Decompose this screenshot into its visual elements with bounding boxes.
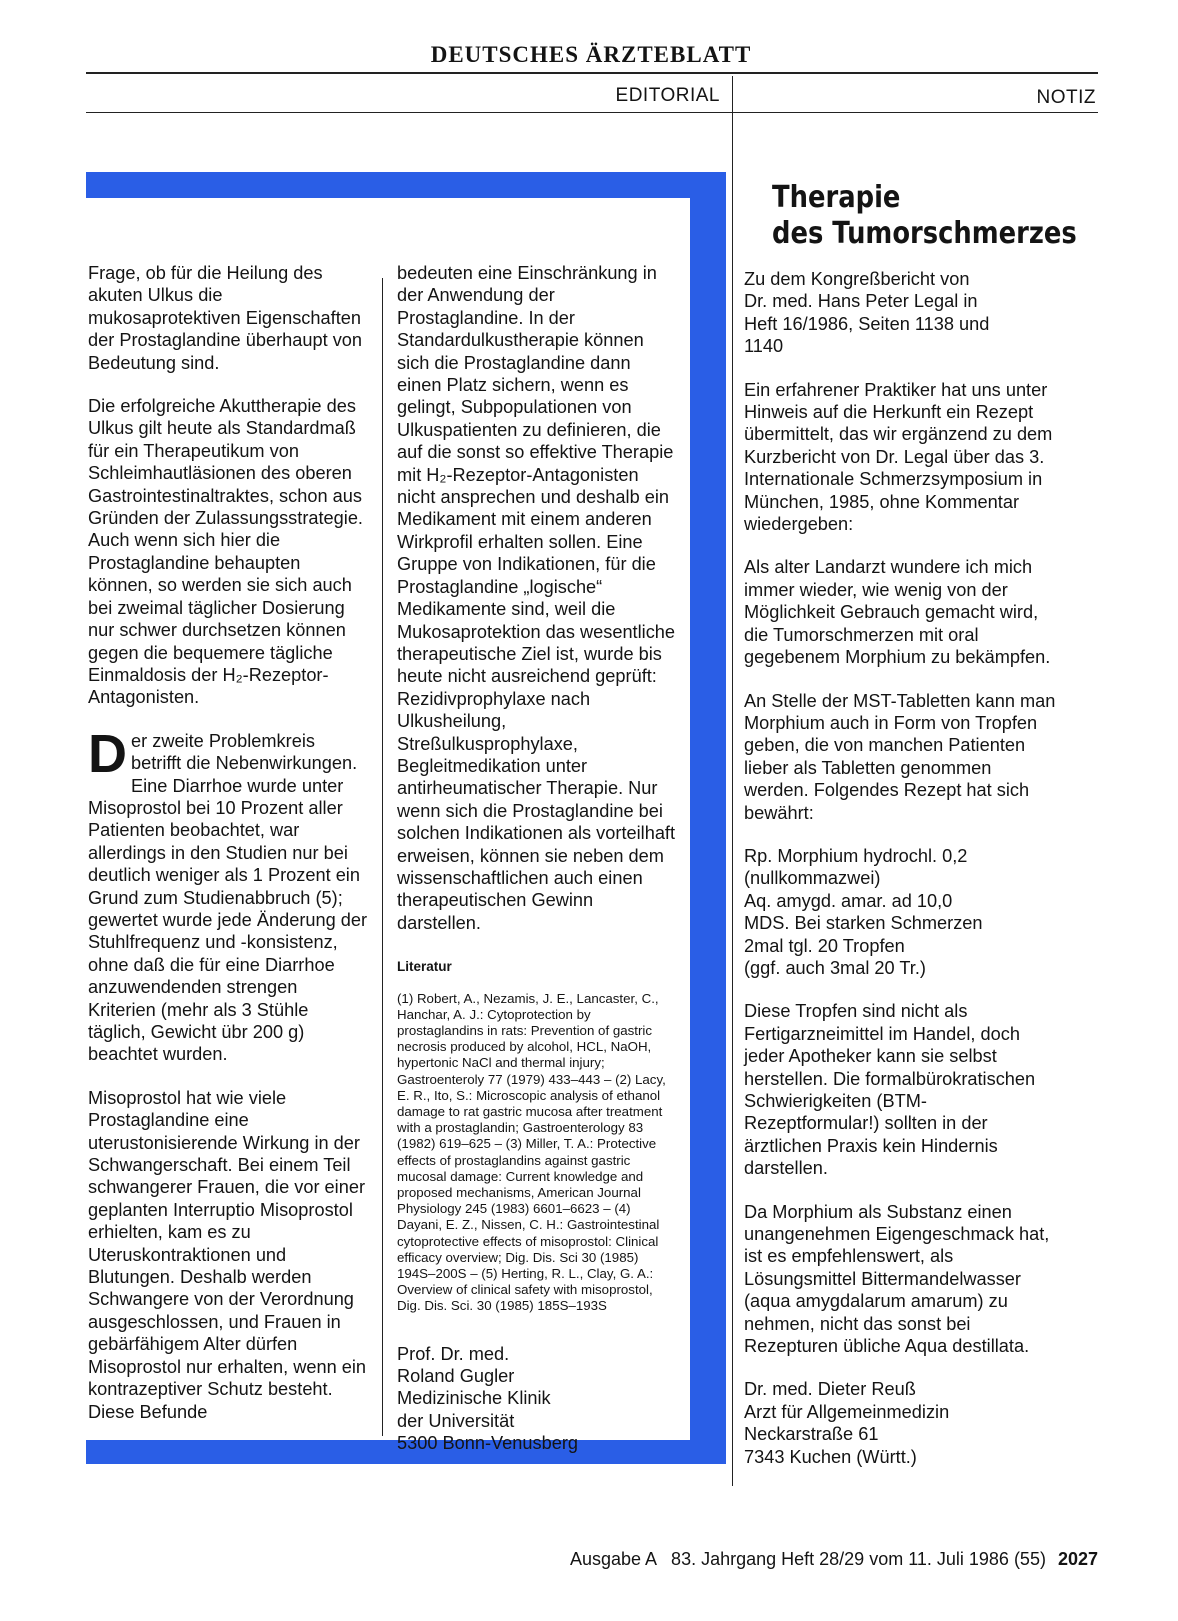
recipe-line: 2mal tgl. 20 Tropfen bbox=[744, 935, 905, 956]
paragraph: Da Morphium als Substanz einen unangenehmen Eigengeschmack hat, ist es empfehlenswert, als Lösungsmittel Bittermandelwasser (aqua amygdalarum amarum) zu nehmen, nicht das sonst bei Rezepturen übliche Aqua destillata. bbox=[744, 1201, 1050, 1357]
paragraph: An Stelle der MST-Tabletten kann man Morphium auch in Form von Tropfen geben, die von manchen Patienten lieber als Tabletten genommen werden. Folgendes Rezept hat sich bewährt: bbox=[744, 690, 1056, 823]
notiz-title bbox=[772, 180, 1077, 252]
author-block-editorial bbox=[397, 1343, 679, 1455]
author-line: Medizinische Klinik bbox=[397, 1388, 551, 1409]
paragraph-text: er zweite Problemkreis betrifft die Nebenwirkungen. Eine Diarrhoe wurde unter Misoprostol bei 10 Prozent aller Patienten beobachtet, war allerdings in den Studien nur bei deutlich weniger als 1 Prozent ein Grund zum Studienabbruch (5); gewertet wurde jede Änderung der Stuhlfrequenz und -konsistenz, ohne daß die für eine Diarrhoe anzuwendenden strengen Kriterien (mehr als 3 Stühle täglich, Gewicht übr 200 g) beachtet wurden. bbox=[88, 730, 368, 1065]
author-line: der Universität bbox=[397, 1410, 515, 1431]
paragraph: Misoprostol hat wie viele Prostaglandine eine uterustonisierende Wirkung in der Schwangerschaft. Bei einem Teil schwangerer Frauen, die vor einer geplanten Interruptio Misoprostol erhielten, kam es zu Uteruskontraktionen und Blutungen. Deshalb werden Schwangere von der Verordnung ausgeschlossen, und Frauen in gebärfähigem Alter dürfen Misoprostol nur erhalten, wenn ein kontrazeptiver Schutz besteht. Diese Befunde bbox=[88, 1087, 367, 1422]
author-line: Neckarstraße 61 bbox=[744, 1424, 879, 1445]
section-rule bbox=[86, 112, 1098, 113]
column-divider-editorial bbox=[382, 278, 383, 1436]
blue-band-top bbox=[86, 172, 726, 198]
drop-cap: D bbox=[88, 723, 127, 784]
recipe-line: MDS. Bei starken Schmerzen bbox=[744, 913, 983, 934]
blue-band-right bbox=[690, 172, 726, 1464]
recipe-line: Aq. amygd. amar. ad 10,0 bbox=[744, 890, 953, 911]
recipe-line: (ggf. auch 3mal 20 Tr.) bbox=[744, 957, 926, 978]
paragraph: Zu dem Kongreßbericht von Dr. med. Hans Peter Legal in Heft 16/1986, Seiten 1138 und 1140 bbox=[744, 269, 990, 357]
paragraph: Diese Tropfen sind nicht als Fertigarzneimittel im Handel, doch jeder Apotheker kann sie selbst herstellen. Die formalbürokratischen Schwierigkeiten (BTM-Rezeptformular!) sollten in der ärztlichen Praxis kein Hindernis darstellen. bbox=[744, 1001, 1036, 1179]
section-label-notiz: NOTIZ bbox=[1036, 87, 1096, 108]
author-line: 5300 Bonn-Venusberg bbox=[397, 1433, 579, 1454]
author-block-notiz bbox=[744, 1378, 1056, 1468]
literature-list: (1) Robert, A., Nezamis, J. E., Lancaster, C., Hanchar, A. J.: Cytoprotection by prostaglandins in rats: Prevention of gastric necrosis produced by alcohol, HCL, NaOH, hypertonic NaCl and thermal injury; Gastroenteroly 77 (1979) 433–443 – (2) Lacy, E. R., Ito, S.: Microscopic analysis of ethanol damage to rat gastric mucosa after treatment with a prostaglandin; Gastroenterology 83 (1982) 619–625 – (3) Miller, T. A.: Protective effects of prostaglandins against gastric mucosal damage: Current knowledge and proposed mechanisms, American Journal Physiology 245 (1983) 6601–6623 – (4) Dayani, E. Z., Nissen, C. H.: Gastrointestinal cytoprotective effects of misoprostol: Clinical efficacy overview; Dig. Dis. Sci 30 (1985) 194S–200S – (5) Herting, R. L., Clay, G. A.: Overview of clinical safety with misoprostol, Dig. Dis. Sci. 30 (1985) 185S–193S bbox=[397, 990, 666, 1314]
page-number: 2027 bbox=[1057, 1549, 1098, 1569]
title-line: des Tumorschmerzes bbox=[772, 216, 1077, 251]
recipe-line: Rp. Morphium hydrochl. 0,2 bbox=[744, 845, 968, 866]
notiz-column bbox=[744, 268, 1056, 1468]
author-line: Roland Gugler bbox=[397, 1366, 515, 1387]
recipe-line: (nullkommazwei) bbox=[744, 868, 881, 889]
masthead-rule bbox=[86, 72, 1098, 74]
paragraph: Ein erfahrener Praktiker hat uns unter Hinweis auf die Herkunft ein Rezept übermittelt, das wir ergänzend zu dem Kurzbericht von Dr. Legal über das 3. Internationale Schmerzsymposium in München, 1985, ohne Kommentar wiedergeben: bbox=[744, 379, 1053, 535]
author-line: Arzt für Allgemeinmedizin bbox=[744, 1401, 950, 1422]
paragraph: Die erfolgreiche Akuttherapie des Ulkus gilt heute als Standardmaß für ein Therapeutikum von Schleimhautläsionen des oberen Gastrointestinaltraktes, schon aus Gründen der Zulassungsstrategie. Auch wenn sich hier die Prostaglandine behaupten können, so werden sie sich auch bei zweimal täglicher Dosierung nur schwer durchsetzen können gegen die bequemere tägliche Einmaldosis der H₂-Rezeptor-Antagonisten. bbox=[88, 396, 363, 708]
page-footer bbox=[86, 1548, 1098, 1570]
paragraph: Als alter Landarzt wundere ich mich immer wieder, wie wenig von der Möglichkeit Gebrauch gemacht wird, die Tumorschmerzen mit oral gegebenem Morphium zu bekämpfen. bbox=[744, 557, 1051, 668]
author-line: 7343 Kuchen (Württ.) bbox=[744, 1446, 917, 1467]
paragraph-dropcap bbox=[88, 723, 368, 1066]
title-line: Therapie bbox=[772, 180, 901, 215]
masthead: DEUTSCHES ÄRZTEBLATT bbox=[430, 42, 752, 67]
editorial-column-2 bbox=[397, 262, 679, 1455]
column-divider-notiz bbox=[732, 76, 733, 1486]
issue-info: Ausgabe A 83. Jahrgang Heft 28/29 vom 11. Juli 1986 (55) bbox=[569, 1549, 1046, 1569]
author-line: Dr. med. Dieter Reuß bbox=[744, 1379, 916, 1400]
editorial-column-1 bbox=[88, 262, 368, 1423]
recipe-block bbox=[744, 845, 1056, 979]
section-label-editorial: EDITORIAL bbox=[615, 85, 720, 106]
author-line: Prof. Dr. med. bbox=[397, 1343, 510, 1364]
paragraph: Frage, ob für die Heilung des akuten Ulkus die mukosaprotektiven Eigenschaften der Prostaglandine überhaupt von Bedeutung sind. bbox=[88, 263, 363, 373]
paragraph: bedeuten eine Einschränkung in der Anwendung der Prostaglandine. In der Standardulkustherapie können sich die Prostaglandine dann einen Platz sichern, wenn es gelingt, Subpopulationen von Ulkuspatienten zu definieren, die auf die sonst so effektive Therapie mit H₂-Rezeptor-Antagonisten nicht ansprechen und deshalb ein Medikament mit einem anderen Wirkprofil erhalten sollen. Eine Gruppe von Indikationen, für die Prostaglandine „logische“ Medikamente sind, weil die Mukosaprotektion das wesentliche therapeutische Ziel ist, wurde bis heute nicht ausreichend geprüft: Rezidivprophylaxe nach Ulkusheilung, Streßulkusprophylaxe, Begleitmedikation unter antirheumatischer Therapie. Nur wenn sich die Prostaglandine bei solchen Indikationen als vorteilhaft erweisen, können sie neben dem wissenschaftlichen auch einen therapeutischen Gewinn darstellen. bbox=[397, 263, 676, 933]
literature-heading: Literatur bbox=[397, 959, 452, 975]
